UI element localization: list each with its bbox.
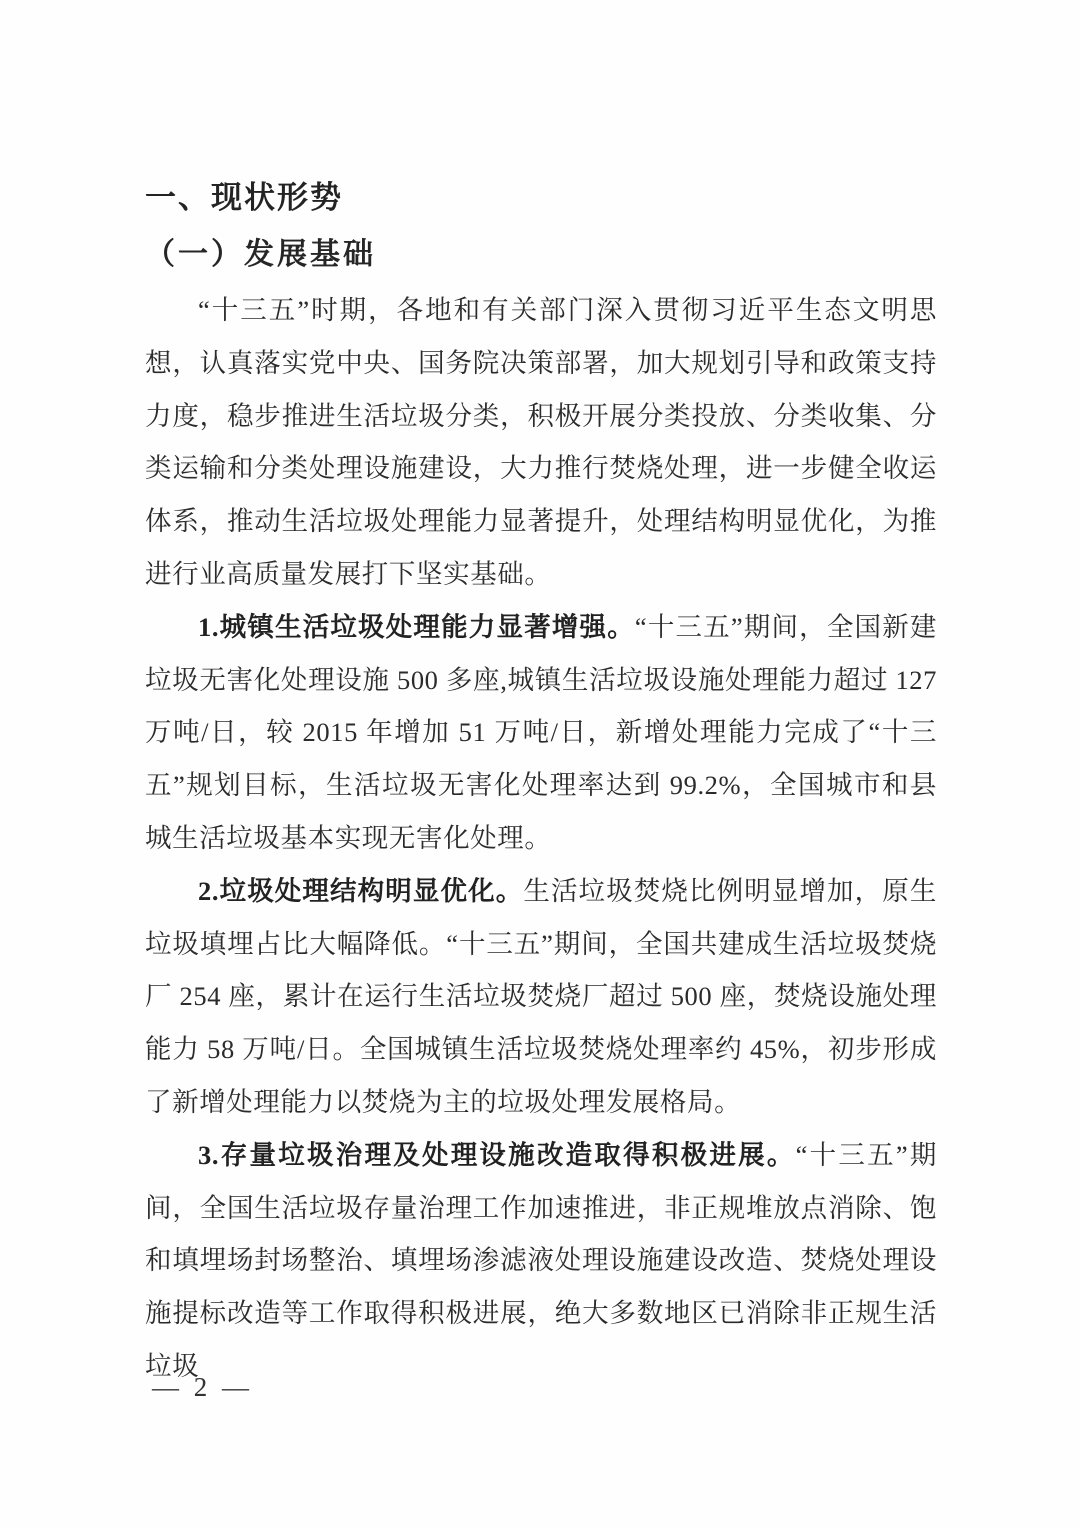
paragraph-capacity [145, 601, 937, 865]
paragraph-lead: 1.城镇生活垃圾处理能力显著增强。 [198, 611, 635, 642]
paragraph-lead: 3.存量垃圾治理及处理设施改造取得积极进展。 [198, 1139, 796, 1170]
document-content [145, 170, 937, 1393]
paragraph-legacy-treatment [145, 1129, 937, 1393]
paragraph-lead: 2.垃圾处理结构明显优化。 [198, 875, 524, 906]
paragraph-text: “十三五”时期，各地和有关部门深入贯彻习近平生态文明思想，认真落实党中央、国务院决策部署，加大规划引导和政策支持力度，稳步推进生活垃圾分类，积极开展分类投放、分类收集、分类运输和分类处理设施建设，大力推行焚烧处理，进一步健全收运体系，推动生活垃圾处理能力显著提升，处理结构明显优化，为推进行业高质量发展打下坚实基础。 [145, 295, 937, 589]
paragraph-overview [145, 284, 937, 601]
page-number: — 2 — [152, 1372, 253, 1402]
section-heading: 一、现状形势 [145, 180, 343, 215]
paragraph-text: 生活垃圾焚烧比例明显增加，原生垃圾填埋占比大幅降低。“十三五”期间，全国共建成生活垃圾焚烧厂 254 座，累计在运行生活垃圾焚烧厂超过 500 座，焚烧设施处理能力 58 万吨/日。全国城镇生活垃圾焚烧处理率约 45%，初步形成了新增处理能力以焚烧为主的垃圾处理发展格局。 [145, 875, 937, 1117]
paragraph-text: “十三五”期间，全国新建垃圾无害化处理设施 500 多座,城镇生活垃圾设施处理能力超过 127 万吨/日，较 2015 年增加 51 万吨/日，新增处理能力完成了“十三五”规划目标，生活垃圾无害化处理率达到 99.2%，全国城市和县城生活垃圾基本实现无害化处理。 [145, 611, 937, 853]
paragraph-structure [145, 865, 937, 1129]
paragraph-text: “十三五”期间，全国生活垃圾存量治理工作加速推进，非正规堆放点消除、饱和填埋场封场整治、填埋场渗滤液处理设施建设改造、焚烧处理设施提标改造等工作取得积极进展，绝大多数地区已消除非正规生活垃圾 [145, 1139, 938, 1381]
subsection-heading: （一）发展基础 [145, 238, 376, 271]
